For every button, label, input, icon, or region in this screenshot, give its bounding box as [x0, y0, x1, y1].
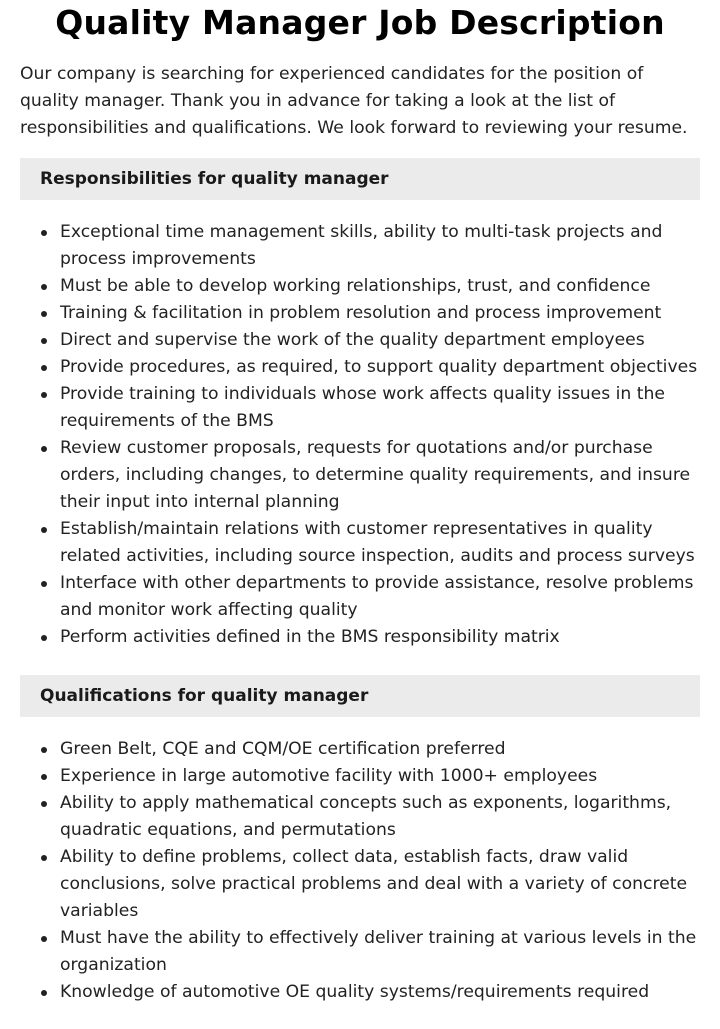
list-item: Must have the ability to effectively deliver training at various levels in the organization — [20, 925, 700, 979]
bullet-icon — [41, 392, 47, 398]
bullet-icon — [41, 365, 47, 371]
bullet-icon — [41, 635, 47, 641]
bullet-icon — [41, 338, 47, 344]
list-item: Exceptional time management skills, ability to multi-task projects and process improvements — [20, 219, 700, 273]
list-item: Knowledge of automotive OE quality systems/requirements required — [20, 979, 700, 1006]
bullet-icon — [41, 311, 47, 317]
list-item: Direct and supervise the work of the quality department employees — [20, 327, 700, 354]
list-item: Must be able to develop working relationships, trust, and confidence — [20, 273, 700, 300]
bullet-icon — [41, 446, 47, 452]
bullet-icon — [41, 855, 47, 861]
qualifications-heading — [20, 675, 700, 717]
bullet-icon — [41, 230, 47, 236]
responsibilities-list — [20, 219, 700, 651]
list-item: Perform activities defined in the BMS responsibility matrix — [20, 624, 700, 651]
list-item: Provide training to individuals whose work affects quality issues in the requirements of the BMS — [20, 381, 700, 435]
bullet-icon — [41, 284, 47, 290]
list-item: Ability to define problems, collect data, establish facts, draw valid conclusions, solve practical problems and deal with a variety of concrete variables — [20, 844, 700, 925]
list-item: Training & facilitation in problem resolution and process improvement — [20, 300, 700, 327]
bullet-icon — [41, 774, 47, 780]
list-item: Ability to apply mathematical concepts such as exponents, logarithms, quadratic equations, and permutations — [20, 790, 700, 844]
list-item: Interface with other departments to provide assistance, resolve problems and monitor work affecting quality — [20, 570, 700, 624]
bullet-icon — [41, 936, 47, 942]
list-item: Green Belt, CQE and CQM/OE certification preferred — [20, 736, 700, 763]
qualifications-heading-label: Qualifications for quality manager — [40, 686, 369, 706]
list-item: Review customer proposals, requests for quotations and/or purchase orders, including changes, to determine quality requirements, and insure their input into internal planning — [20, 435, 700, 516]
page-title: Quality Manager Job Description — [55, 3, 665, 42]
bullet-icon — [41, 581, 47, 587]
responsibilities-heading — [20, 158, 700, 200]
list-item: Provide procedures, as required, to support quality department objectives — [20, 354, 700, 381]
list-item: Experience in large automotive facility with 1000+ employees — [20, 763, 700, 790]
bullet-icon — [41, 801, 47, 807]
bullet-icon — [41, 527, 47, 533]
list-item: Establish/maintain relations with customer representatives in quality related activities, including source inspection, audits and process surveys — [20, 516, 700, 570]
intro-paragraph: Our company is searching for experienced candidates for the position of quality manager. Thank you in advance for taking a look at the list of responsibilities and qualifications. We look forward to reviewing your resume. — [20, 64, 688, 138]
bullet-icon — [41, 990, 47, 996]
responsibilities-heading-label: Responsibilities for quality manager — [40, 169, 389, 189]
bullet-icon — [41, 747, 47, 753]
qualifications-list — [20, 736, 700, 1006]
